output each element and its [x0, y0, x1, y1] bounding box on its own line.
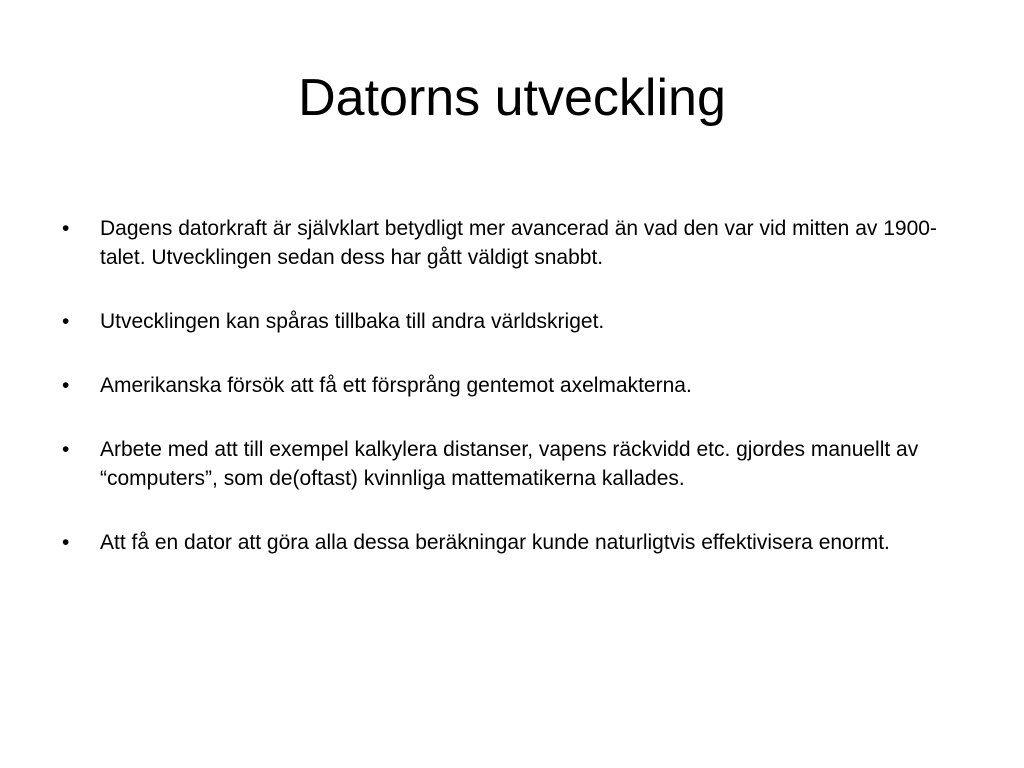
bullet-item	[62, 214, 972, 272]
bullet-text: Arbete med att till exempel kalkylera distanser, vapens räckvidd etc. gjordes manuellt av “computers”, som de(oftast) kvinnliga mattematikerna kallades.	[100, 438, 919, 490]
bullet-item	[62, 435, 972, 493]
bullet-dot-icon: •	[62, 374, 70, 397]
bullet-list	[62, 214, 972, 592]
bullet-item	[62, 371, 972, 400]
bullet-dot-icon: •	[62, 438, 70, 461]
bullet-text: Dagens datorkraft är självklart betydligt mer avancerad än vad den var vid mitten av 1900- talet. Utvecklingen sedan dess har gått väldigt snabbt.	[100, 217, 937, 269]
bullet-dot-icon: •	[62, 531, 70, 554]
bullet-text: Utvecklingen kan spåras tillbaka till andra världskriget.	[100, 310, 605, 333]
bullet-item	[62, 307, 972, 336]
bullet-dot-icon: •	[62, 217, 70, 240]
bullet-text: Att få en dator att göra alla dessa beräkningar kunde naturligtvis effektivisera enormt.	[100, 531, 890, 554]
bullet-dot-icon: •	[62, 310, 70, 333]
bullet-item	[62, 528, 972, 557]
slide-title: Datorns utveckling	[298, 69, 726, 127]
bullet-text: Amerikanska försök att få ett försprång gentemot axelmakterna.	[100, 374, 692, 397]
